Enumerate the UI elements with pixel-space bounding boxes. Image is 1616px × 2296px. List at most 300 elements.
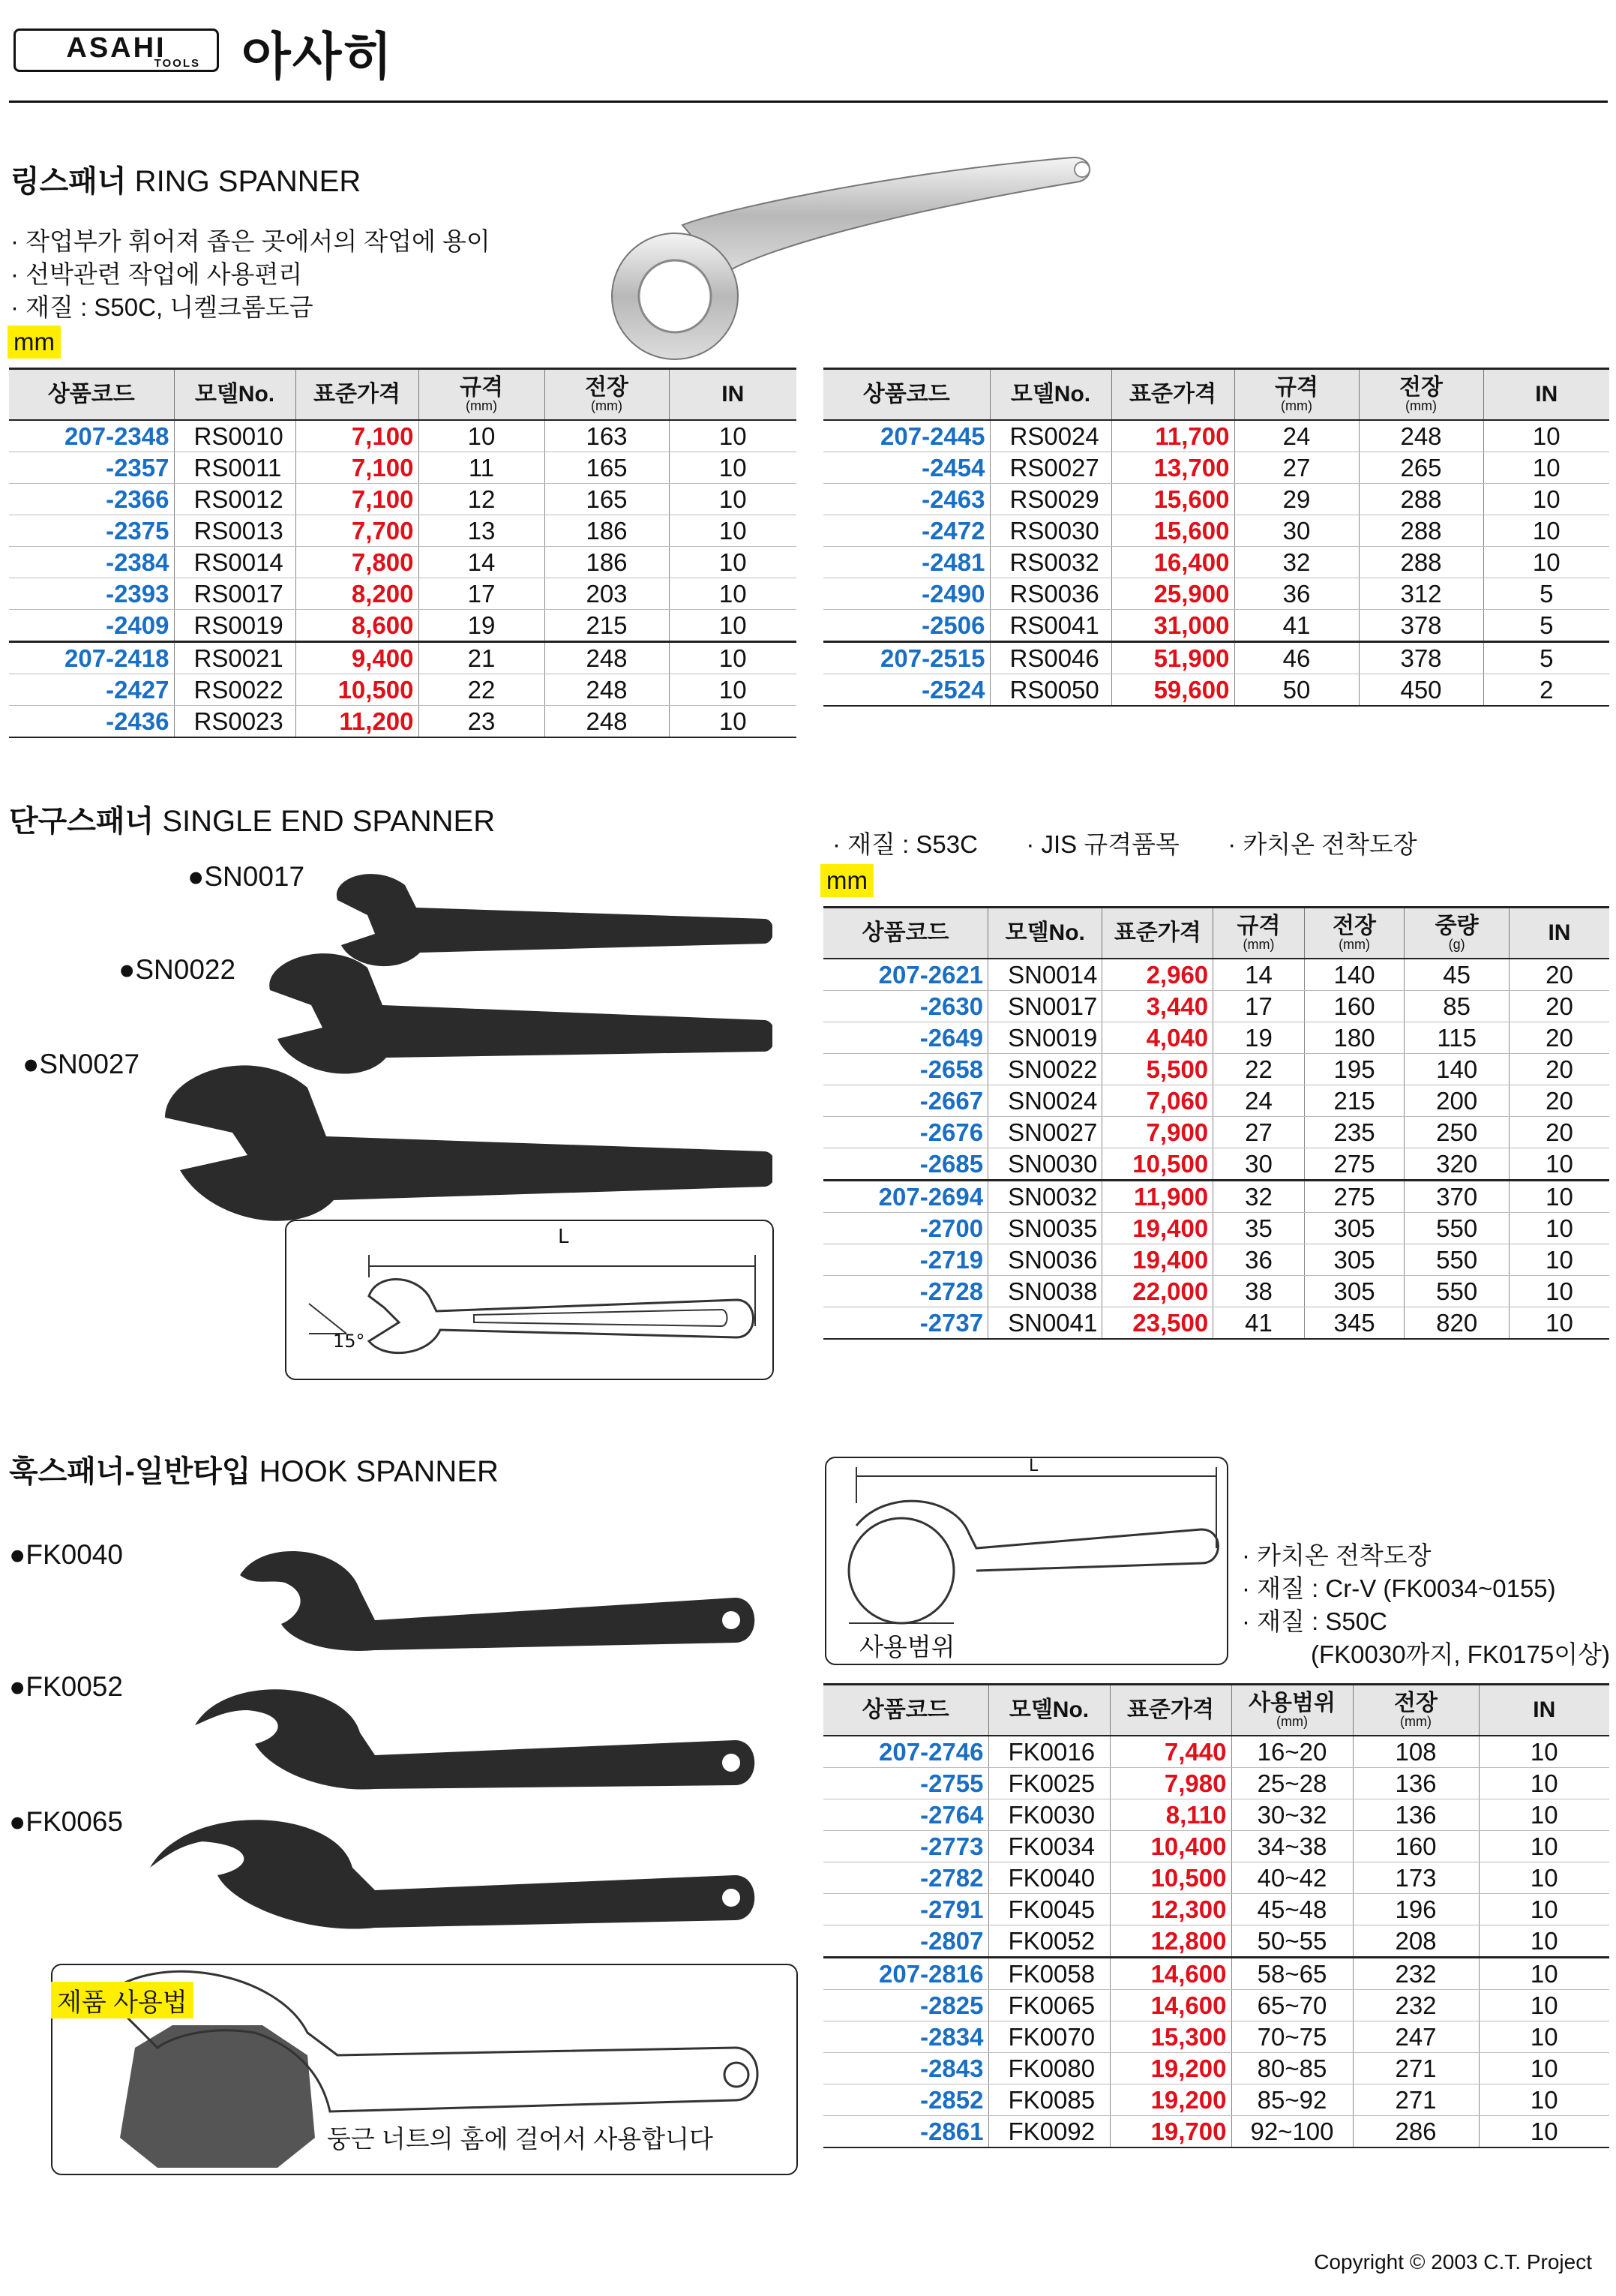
table-cell: 207-2515 [823,642,990,674]
table-cell: 20 [1509,1022,1609,1054]
table-cell: 207-2694 [823,1181,988,1213]
table-cell: RS0012 [174,484,295,515]
table-cell: RS0013 [174,515,295,547]
table-cell: RS0021 [174,642,295,674]
table-cell: 140 [1405,1054,1510,1085]
table-cell: -2773 [823,1831,988,1862]
table-cell: 196 [1353,1894,1479,1925]
table-cell: -2825 [823,1990,988,2021]
table-cell: 450 [1359,674,1483,707]
table-cell: 32 [1234,547,1359,578]
table-row [823,1862,1609,1894]
hook-spec-table [823,1683,1609,2148]
table-cell: 5,500 [1102,1054,1213,1085]
table-cell: 10 [1479,1831,1609,1862]
copyright-text: Copyright © 2003 C.T. Project [1314,2250,1592,2273]
table-cell: 3,440 [1102,991,1213,1022]
table-cell: 275 [1304,1181,1405,1213]
table-cell: FK0070 [988,2021,1110,2053]
table-row [823,1736,1609,1768]
table-cell: 14,600 [1110,1990,1231,2021]
table-row [823,1925,1609,1958]
col-header: 전장 (mm) [1353,1685,1479,1736]
table-cell: 10 [1509,1148,1609,1181]
col-header: 상품코드 [823,1685,988,1736]
table-cell: 15,600 [1111,515,1234,547]
table-cell: -2506 [823,610,990,642]
table-cell: 7,060 [1102,1085,1213,1117]
table-cell: 10 [1479,1768,1609,1799]
table-cell: 378 [1359,610,1483,642]
table-cell: 23,500 [1102,1307,1213,1340]
table-cell: 10 [1479,1862,1609,1894]
table-cell: 10,400 [1110,1831,1231,1862]
table-cell: 215 [544,610,669,642]
table-cell: 550 [1405,1244,1510,1276]
product-label-sn0022: ●SN0022 [118,954,236,985]
table-cell: 85 [1405,991,1510,1022]
table-cell: 10 [1509,1181,1609,1213]
table-cell: 11 [418,452,544,484]
table-cell: 80~85 [1231,2053,1353,2084]
table-cell: 10 [1479,1894,1609,1925]
table-row [823,2084,1609,2116]
col-header: IN [1509,908,1609,959]
table-cell: -2807 [823,1925,988,1958]
table-cell: 30~32 [1231,1799,1353,1831]
table-cell: 19,400 [1102,1213,1213,1244]
table-cell: 5 [1483,610,1609,642]
table-cell: 22,000 [1102,1276,1213,1307]
table-cell: SN0041 [988,1307,1102,1340]
table-cell: 31,000 [1111,610,1234,642]
ring-note: · 작업부가 휘어져 좁은 곳에서의 작업에 용이 [10,227,490,255]
table-cell: SN0014 [988,959,1102,991]
col-header: 표준가격 [295,369,418,421]
col-header: 표준가격 [1110,1685,1231,1736]
table-cell: 23 [418,706,544,738]
table-cell: 248 [544,642,669,674]
table-cell: -2427 [9,674,174,706]
table-cell: 165 [544,452,669,484]
table-cell: 10 [1479,2084,1609,2116]
table-row [9,420,796,452]
table-cell: 12,300 [1110,1894,1231,1925]
table-row [9,674,796,706]
table-cell: 248 [544,674,669,706]
table-row [823,610,1609,642]
table-row [9,547,796,578]
table-cell: 24 [1213,1085,1305,1117]
table-cell: 45~48 [1231,1894,1353,1925]
table-cell: -2481 [823,547,990,578]
table-cell: 13 [418,515,544,547]
table-row [823,1276,1609,1307]
table-cell: 41 [1234,610,1359,642]
table-cell: -2861 [823,2116,988,2148]
table-cell: 50 [1234,674,1359,707]
table-row [823,1085,1609,1117]
table-cell: 51,900 [1111,642,1234,674]
table-cell: 10 [1483,452,1609,484]
table-cell: 10 [1479,1799,1609,1831]
table-cell: FK0040 [988,1862,1110,1894]
table-cell: 22 [418,674,544,706]
table-cell: 215 [1304,1085,1405,1117]
table-cell: -2755 [823,1768,988,1799]
table-row [823,1148,1609,1181]
table-row [823,452,1609,484]
table-row [823,1213,1609,1244]
table-cell: RS0023 [174,706,295,738]
table-cell: 288 [1359,547,1483,578]
table-cell: 235 [1304,1117,1405,1148]
hook-usage-panel [51,1964,798,2175]
table-cell: 10,500 [1102,1148,1213,1181]
table-cell: 173 [1353,1862,1479,1894]
hook-note: · 재질 : S50C [1242,1607,1387,1635]
table-cell: 275 [1304,1148,1405,1181]
table-cell: 10 [1479,1958,1609,1990]
table-cell: FK0080 [988,2053,1110,2084]
table-cell: 8,200 [295,578,418,610]
table-cell: 32 [1213,1181,1305,1213]
table-cell: 14 [1213,959,1305,991]
table-row [823,547,1609,578]
table-header-row [823,908,1609,959]
col-header: 모델No. [174,369,295,421]
table-cell: RS0032 [990,547,1111,578]
single-unit-badge: mm [820,864,874,897]
table-cell: SN0032 [988,1181,1102,1213]
table-cell: -2524 [823,674,990,707]
table-cell: 140 [1304,959,1405,991]
table-cell: -2791 [823,1894,988,1925]
table-row [823,991,1609,1022]
table-cell: 5 [1483,642,1609,674]
table-row [823,2116,1609,2148]
table-row [823,1958,1609,1990]
table-cell: 265 [1359,452,1483,484]
table-cell: 92~100 [1231,2116,1353,2148]
table-cell: 11,200 [295,706,418,738]
table-cell: 27 [1234,452,1359,484]
table-row [823,1244,1609,1276]
product-label-fk0065: ●FK0065 [9,1806,123,1837]
table-cell: 136 [1353,1799,1479,1831]
table-cell: 305 [1304,1244,1405,1276]
table-cell: 30 [1213,1148,1305,1181]
table-cell: FK0030 [988,1799,1110,1831]
table-cell: RS0011 [174,452,295,484]
table-cell: 2 [1483,674,1609,707]
single-title-en: SINGLE END SPANNER [154,805,496,838]
table-cell: 10 [1479,1736,1609,1768]
table-cell: SN0017 [988,991,1102,1022]
table-header-row [823,369,1609,421]
table-cell: 35 [1213,1213,1305,1244]
table-cell: 345 [1304,1307,1405,1340]
table-cell: 65~70 [1231,1990,1353,2021]
table-cell: 8,110 [1110,1799,1231,1831]
table-cell: 208 [1353,1925,1479,1958]
ring-spec-table-right [823,368,1609,707]
table-cell: 14 [418,547,544,578]
table-cell: 378 [1359,642,1483,674]
table-cell: 247 [1353,2021,1479,2053]
table-cell: -2630 [823,991,988,1022]
table-cell: 13,700 [1111,452,1234,484]
table-cell: RS0024 [990,420,1111,452]
table-cell: 10 [1509,1244,1609,1276]
table-cell: 30 [1234,515,1359,547]
table-cell: -2834 [823,2021,988,2053]
table-cell: 115 [1405,1022,1510,1054]
hook-note: · 재질 : Cr-V (FK0034~0155) [1242,1574,1556,1602]
single-note: · 재질 : S53C [832,830,978,858]
table-row [9,484,796,515]
table-cell: 370 [1405,1181,1510,1213]
table-cell: 320 [1405,1148,1510,1181]
table-cell: -2719 [823,1244,988,1276]
table-cell: 7,800 [295,547,418,578]
table-cell: 20 [1509,1054,1609,1085]
table-cell: 14,600 [1110,1958,1231,1990]
table-cell: 305 [1304,1213,1405,1244]
table-cell: FK0052 [988,1925,1110,1958]
col-header: 상품코드 [823,369,990,421]
table-cell: 165 [544,484,669,515]
table-row [9,642,796,674]
table-cell: 36 [1213,1244,1305,1276]
table-cell: SN0036 [988,1244,1102,1276]
table-cell: FK0065 [988,1990,1110,2021]
table-cell: RS0030 [990,515,1111,547]
col-header: IN [1479,1685,1609,1736]
col-header: 상품코드 [823,908,988,959]
table-cell: 10 [1509,1213,1609,1244]
ring-unit-badge: mm [7,326,61,359]
table-cell: 10 [669,642,796,674]
table-cell: -2782 [823,1862,988,1894]
table-cell: -2472 [823,515,990,547]
table-cell: 27 [1213,1117,1305,1148]
table-cell: 12 [418,484,544,515]
table-cell: 10 [1483,484,1609,515]
table-row [823,1990,1609,2021]
col-header: 전장 (mm) [1304,908,1405,959]
diagram-length-label: L [1029,1457,1039,1475]
table-cell: 10 [418,420,544,452]
product-label-sn0027: ●SN0027 [22,1049,140,1079]
hook-title-kr: 훅스패너-일반타입 [9,1455,251,1488]
table-cell: FK0034 [988,1831,1110,1862]
table-row [823,1181,1609,1213]
table-cell: 19,700 [1110,2116,1231,2148]
product-label-fk0040: ●FK0040 [9,1539,123,1570]
table-cell: 10 [1479,2116,1609,2148]
table-cell: RS0010 [174,420,295,452]
hook-dimension-diagram [825,1457,1228,1665]
table-cell: 271 [1353,2084,1479,2116]
table-cell: SN0038 [988,1276,1102,1307]
col-header: IN [1483,369,1609,421]
table-cell: FK0058 [988,1958,1110,1990]
table-row [823,1022,1609,1054]
col-header: 표준가격 [1111,369,1234,421]
table-cell: 550 [1405,1213,1510,1244]
table-cell: -2764 [823,1799,988,1831]
table-row [823,1054,1609,1085]
table-cell: 10 [1483,420,1609,452]
table-cell: -2366 [9,484,174,515]
table-cell: 34~38 [1231,1831,1353,1862]
ring-section-title [10,158,361,200]
table-cell: -2700 [823,1213,988,1244]
table-row [823,674,1609,707]
ring-note: · 재질 : S50C, 니켈크롬도금 [10,293,313,321]
table-cell: 207-2621 [823,959,988,991]
table-cell: 10 [1479,1990,1609,2021]
single-note: · JIS 규격품목 [1026,830,1180,858]
table-row [823,1117,1609,1148]
table-cell: 17 [1213,991,1305,1022]
table-cell: 207-2746 [823,1736,988,1768]
table-cell: 286 [1353,2116,1479,2148]
table-row [823,578,1609,610]
single-section-title [9,797,495,840]
table-cell: 207-2445 [823,420,990,452]
table-cell: FK0092 [988,2116,1110,2148]
table-cell: 59,600 [1111,674,1234,707]
table-cell: 7,700 [295,515,418,547]
col-header: 중량 (g) [1405,908,1510,959]
table-row [9,452,796,484]
table-cell: -2737 [823,1307,988,1340]
brand-korean-name: 아사히 [241,28,394,87]
table-cell: 248 [544,706,669,738]
table-cell: RS0014 [174,547,295,578]
table-cell: 15,600 [1111,484,1234,515]
table-cell: 22 [1213,1054,1305,1085]
logo-wordmark: ASAHI [66,32,166,64]
table-cell: 200 [1405,1085,1510,1117]
table-cell: FK0045 [988,1894,1110,1925]
table-cell: 207-2816 [823,1958,988,1990]
table-cell: 7,100 [295,484,418,515]
table-cell: 10 [669,706,796,738]
table-cell: 163 [544,420,669,452]
table-cell: RS0029 [990,484,1111,515]
table-cell: 36 [1234,578,1359,610]
table-cell: -2728 [823,1276,988,1307]
table-cell: 10 [669,610,796,642]
table-cell: 288 [1359,484,1483,515]
table-cell: 10 [669,674,796,706]
col-header: 상품코드 [9,369,174,421]
table-cell: 85~92 [1231,2084,1353,2116]
single-notes [832,828,1582,861]
table-header-row [823,1685,1609,1736]
col-header: IN [669,369,796,421]
table-cell: 11,700 [1111,420,1234,452]
table-cell: 8,600 [295,610,418,642]
table-row [9,610,796,642]
table-cell: 20 [1509,1085,1609,1117]
table-cell: 16~20 [1231,1736,1353,1768]
hook-note: (FK0030까지, FK0175이상) [1311,1640,1610,1668]
table-cell: 10 [669,484,796,515]
table-cell: 10 [669,420,796,452]
ring-notes [10,225,490,324]
table-cell: -2658 [823,1054,988,1085]
table-row [823,642,1609,674]
table-header-row [9,369,796,421]
table-cell: 7,440 [1110,1736,1231,1768]
table-cell: 25,900 [1111,578,1234,610]
table-cell: 250 [1405,1117,1510,1148]
table-cell: 7,100 [295,420,418,452]
table-cell: 7,900 [1102,1117,1213,1148]
table-cell: 10 [1509,1307,1609,1340]
table-row [9,578,796,610]
table-cell: 15,300 [1110,2021,1231,2053]
table-cell: 108 [1353,1736,1479,1768]
hook-notes [1242,1539,1610,1671]
table-cell: 19,400 [1102,1244,1213,1276]
col-header: 규격 (mm) [1234,369,1359,421]
table-cell: 10 [669,578,796,610]
single-title-kr: 단구스패너 [9,805,154,838]
table-cell: 4,040 [1102,1022,1213,1054]
table-cell: 7,100 [295,452,418,484]
col-header: 규격 (mm) [418,369,544,421]
table-cell: 305 [1304,1276,1405,1307]
col-header: 규격 (mm) [1213,908,1305,959]
table-cell: 20 [1509,991,1609,1022]
table-cell: -2375 [9,515,174,547]
table-cell: 9,400 [295,642,418,674]
logo-subtext: TOOLS [154,57,200,70]
table-cell: -2685 [823,1148,988,1181]
table-row [823,1799,1609,1831]
table-cell: 186 [544,515,669,547]
col-header: 모델No. [988,1685,1110,1736]
table-cell: -2463 [823,484,990,515]
table-cell: RS0036 [990,578,1111,610]
table-cell: 70~75 [1231,2021,1353,2053]
table-cell: SN0024 [988,1085,1102,1117]
col-header: 모델No. [988,908,1102,959]
table-cell: 207-2418 [9,642,174,674]
table-row [823,1307,1609,1340]
table-cell: -2436 [9,706,174,738]
col-header: 표준가격 [1102,908,1213,959]
table-cell: 29 [1234,484,1359,515]
hook-section-title [9,1448,499,1490]
table-cell: FK0085 [988,2084,1110,2116]
table-cell: RS0019 [174,610,295,642]
table-cell: 10,500 [295,674,418,706]
table-row [823,2053,1609,2084]
table-cell: 2,960 [1102,959,1213,991]
table-cell: 38 [1213,1276,1305,1307]
table-cell: 195 [1304,1054,1405,1085]
product-label-fk0052: ●FK0052 [9,1671,123,1702]
table-cell: 136 [1353,1768,1479,1799]
table-cell: 41 [1213,1307,1305,1340]
col-header: 사용범위 (mm) [1231,1685,1353,1736]
